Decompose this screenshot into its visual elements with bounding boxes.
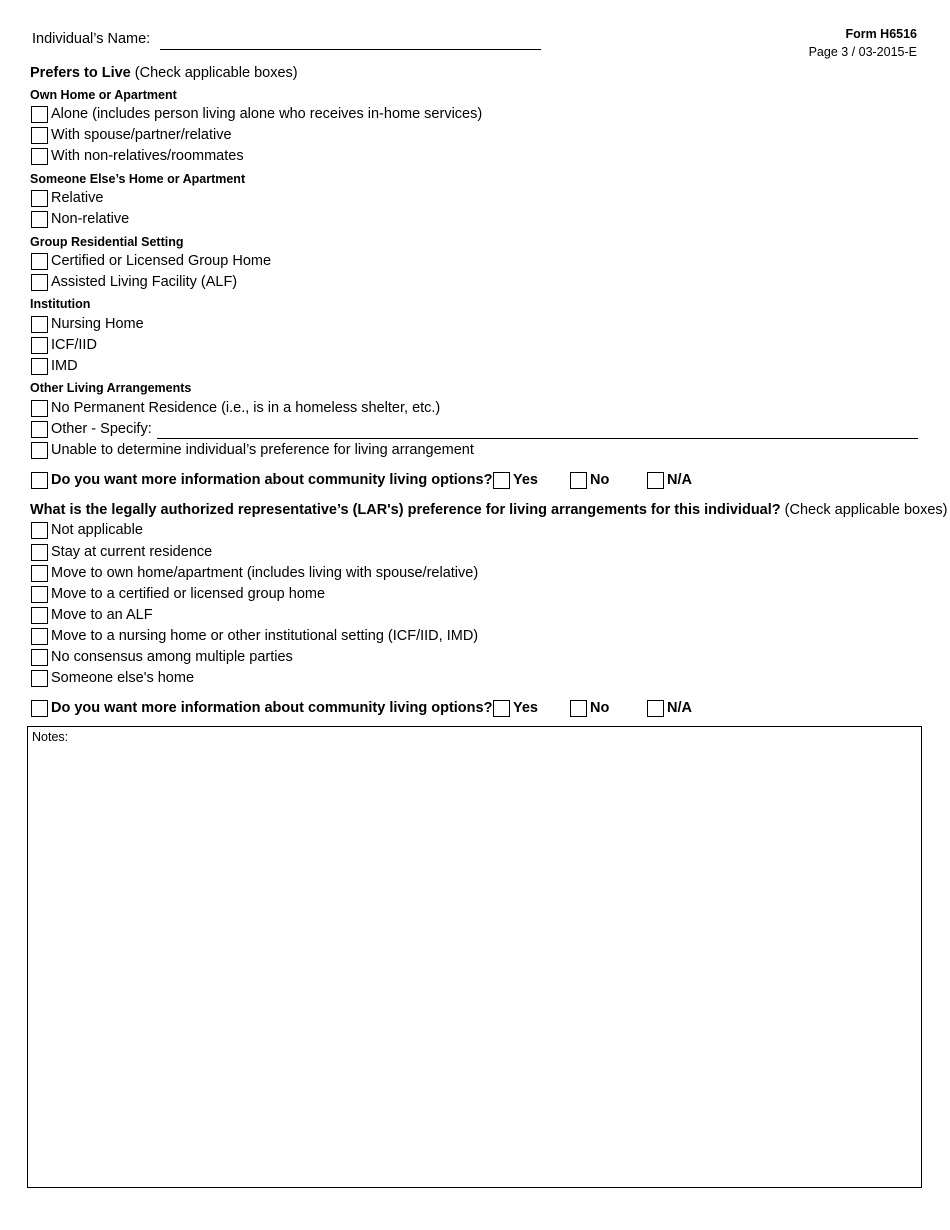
option-with-spouse[interactable]: [31, 126, 232, 144]
checkbox[interactable]: [31, 472, 48, 489]
info-question-label: Do you want more information about community living options?: [51, 700, 493, 716]
checkbox[interactable]: [31, 700, 48, 717]
option-label: Stay at current residence: [51, 544, 213, 560]
institution-heading: Institution: [30, 297, 91, 311]
checkbox[interactable]: [31, 607, 48, 624]
lar-option-alf[interactable]: [31, 606, 153, 624]
other-specify-field[interactable]: [157, 438, 918, 439]
individual-name-field[interactable]: [160, 49, 541, 50]
checkbox[interactable]: [31, 522, 48, 539]
prefers-title-rest: (Check applicable boxes): [130, 65, 298, 81]
option-icf-iid[interactable]: [31, 336, 97, 354]
notes-label: Notes:: [32, 730, 69, 744]
checkbox[interactable]: [31, 544, 48, 561]
checkbox[interactable]: [493, 472, 510, 489]
checkbox[interactable]: [647, 472, 664, 489]
lar-option-someone-else[interactable]: [31, 669, 194, 687]
option-group-home[interactable]: [31, 252, 271, 270]
checkbox[interactable]: [31, 316, 48, 333]
someone-else-heading: Someone Else’s Home or Apartment: [30, 172, 246, 186]
checkbox[interactable]: [570, 472, 587, 489]
info-no-1[interactable]: [570, 471, 609, 489]
checkbox[interactable]: [647, 700, 664, 717]
checkbox[interactable]: [31, 274, 48, 291]
checkbox[interactable]: [31, 628, 48, 645]
na-label: N/A: [667, 700, 692, 716]
option-label: ICF/IID: [51, 337, 97, 353]
info-no-2[interactable]: [570, 699, 609, 717]
individual-name-label: Individual’s Name:: [32, 31, 151, 47]
lar-option-stay[interactable]: [31, 543, 212, 561]
checkbox[interactable]: [31, 106, 48, 123]
checkbox[interactable]: [31, 127, 48, 144]
lar-option-not-applicable[interactable]: [31, 521, 143, 539]
checkbox[interactable]: [31, 358, 48, 375]
info-question-label: Do you want more information about community living options?: [51, 472, 493, 488]
option-label: Non-relative: [51, 211, 130, 227]
option-alf[interactable]: [31, 273, 237, 291]
option-label: Someone else's home: [51, 670, 195, 686]
checkbox[interactable]: [31, 253, 48, 270]
info-na-2[interactable]: [647, 699, 692, 717]
notes-field[interactable]: [27, 726, 922, 1188]
option-other-specify[interactable]: [31, 420, 152, 438]
info-yes-1[interactable]: [493, 471, 538, 489]
option-unable-to-determine[interactable]: [31, 441, 474, 459]
checkbox[interactable]: [31, 565, 48, 582]
checkbox[interactable]: [31, 421, 48, 438]
checkbox[interactable]: [570, 700, 587, 717]
option-label: Move to own home/apartment (includes living with spouse/relative): [51, 565, 479, 581]
checkbox[interactable]: [31, 442, 48, 459]
yes-label: Yes: [513, 472, 538, 488]
info-question-1[interactable]: [31, 471, 492, 489]
prefers-to-live-title: [30, 65, 298, 81]
option-non-relative[interactable]: [31, 210, 129, 228]
info-question-2[interactable]: [31, 699, 492, 717]
option-label: Alone (includes person living alone who receives in-home services): [51, 106, 483, 122]
checkbox[interactable]: [31, 190, 48, 207]
checkbox[interactable]: [31, 649, 48, 666]
yes-label: Yes: [513, 700, 538, 716]
option-label: Unable to determine individual’s preference for living arrangement: [51, 442, 474, 458]
form-number: Form H6516: [845, 27, 917, 41]
checkbox[interactable]: [31, 148, 48, 165]
option-label: With spouse/partner/relative: [51, 127, 232, 143]
option-label: Nursing Home: [51, 316, 144, 332]
lar-question-bold: What is the legally authorized representative’s (LAR's) preference for living arrangements for this individual?: [30, 502, 781, 518]
option-label: Not applicable: [51, 522, 143, 538]
lar-option-own-home[interactable]: [31, 564, 478, 582]
info-na-1[interactable]: [647, 471, 692, 489]
option-no-permanent-residence[interactable]: [31, 399, 440, 417]
lar-question: [30, 502, 947, 518]
option-label: Move to a nursing home or other institutional setting (ICF/IID, IMD): [51, 628, 479, 644]
checkbox[interactable]: [31, 400, 48, 417]
option-label: Certified or Licensed Group Home: [51, 253, 272, 269]
option-label: No Permanent Residence (i.e., is in a homeless shelter, etc.): [51, 400, 441, 416]
checkbox[interactable]: [31, 670, 48, 687]
page-info: Page 3 / 03-2015-E: [808, 45, 917, 59]
option-relative[interactable]: [31, 189, 103, 207]
checkbox[interactable]: [493, 700, 510, 717]
option-label: Move to a certified or licensed group home: [51, 586, 326, 602]
option-label: Move to an ALF: [51, 607, 153, 623]
option-label: No consensus among multiple parties: [51, 649, 293, 665]
option-nursing-home[interactable]: [31, 315, 144, 333]
info-yes-2[interactable]: [493, 699, 538, 717]
checkbox[interactable]: [31, 211, 48, 228]
option-label: Assisted Living Facility (ALF): [51, 274, 238, 290]
lar-option-nursing-home[interactable]: [31, 627, 478, 645]
option-label: With non-relatives/roommates: [51, 148, 244, 164]
option-alone[interactable]: [31, 105, 482, 123]
option-label: Relative: [51, 190, 104, 206]
no-label: No: [590, 700, 610, 716]
lar-option-no-consensus[interactable]: [31, 648, 293, 666]
group-residential-heading: Group Residential Setting: [30, 235, 184, 249]
checkbox[interactable]: [31, 337, 48, 354]
option-with-non-relatives[interactable]: [31, 147, 244, 165]
prefers-title-bold: Prefers to Live: [30, 65, 131, 81]
na-label: N/A: [667, 472, 692, 488]
option-label: IMD: [51, 358, 78, 374]
option-label: Other - Specify:: [51, 421, 152, 437]
checkbox[interactable]: [31, 586, 48, 603]
own-home-heading: Own Home or Apartment: [30, 88, 177, 102]
other-arrangements-heading: Other Living Arrangements: [30, 381, 192, 395]
lar-option-group-home[interactable]: [31, 585, 325, 603]
no-label: No: [590, 472, 610, 488]
option-imd[interactable]: [31, 357, 78, 375]
lar-question-rest: (Check applicable boxes): [780, 502, 948, 518]
